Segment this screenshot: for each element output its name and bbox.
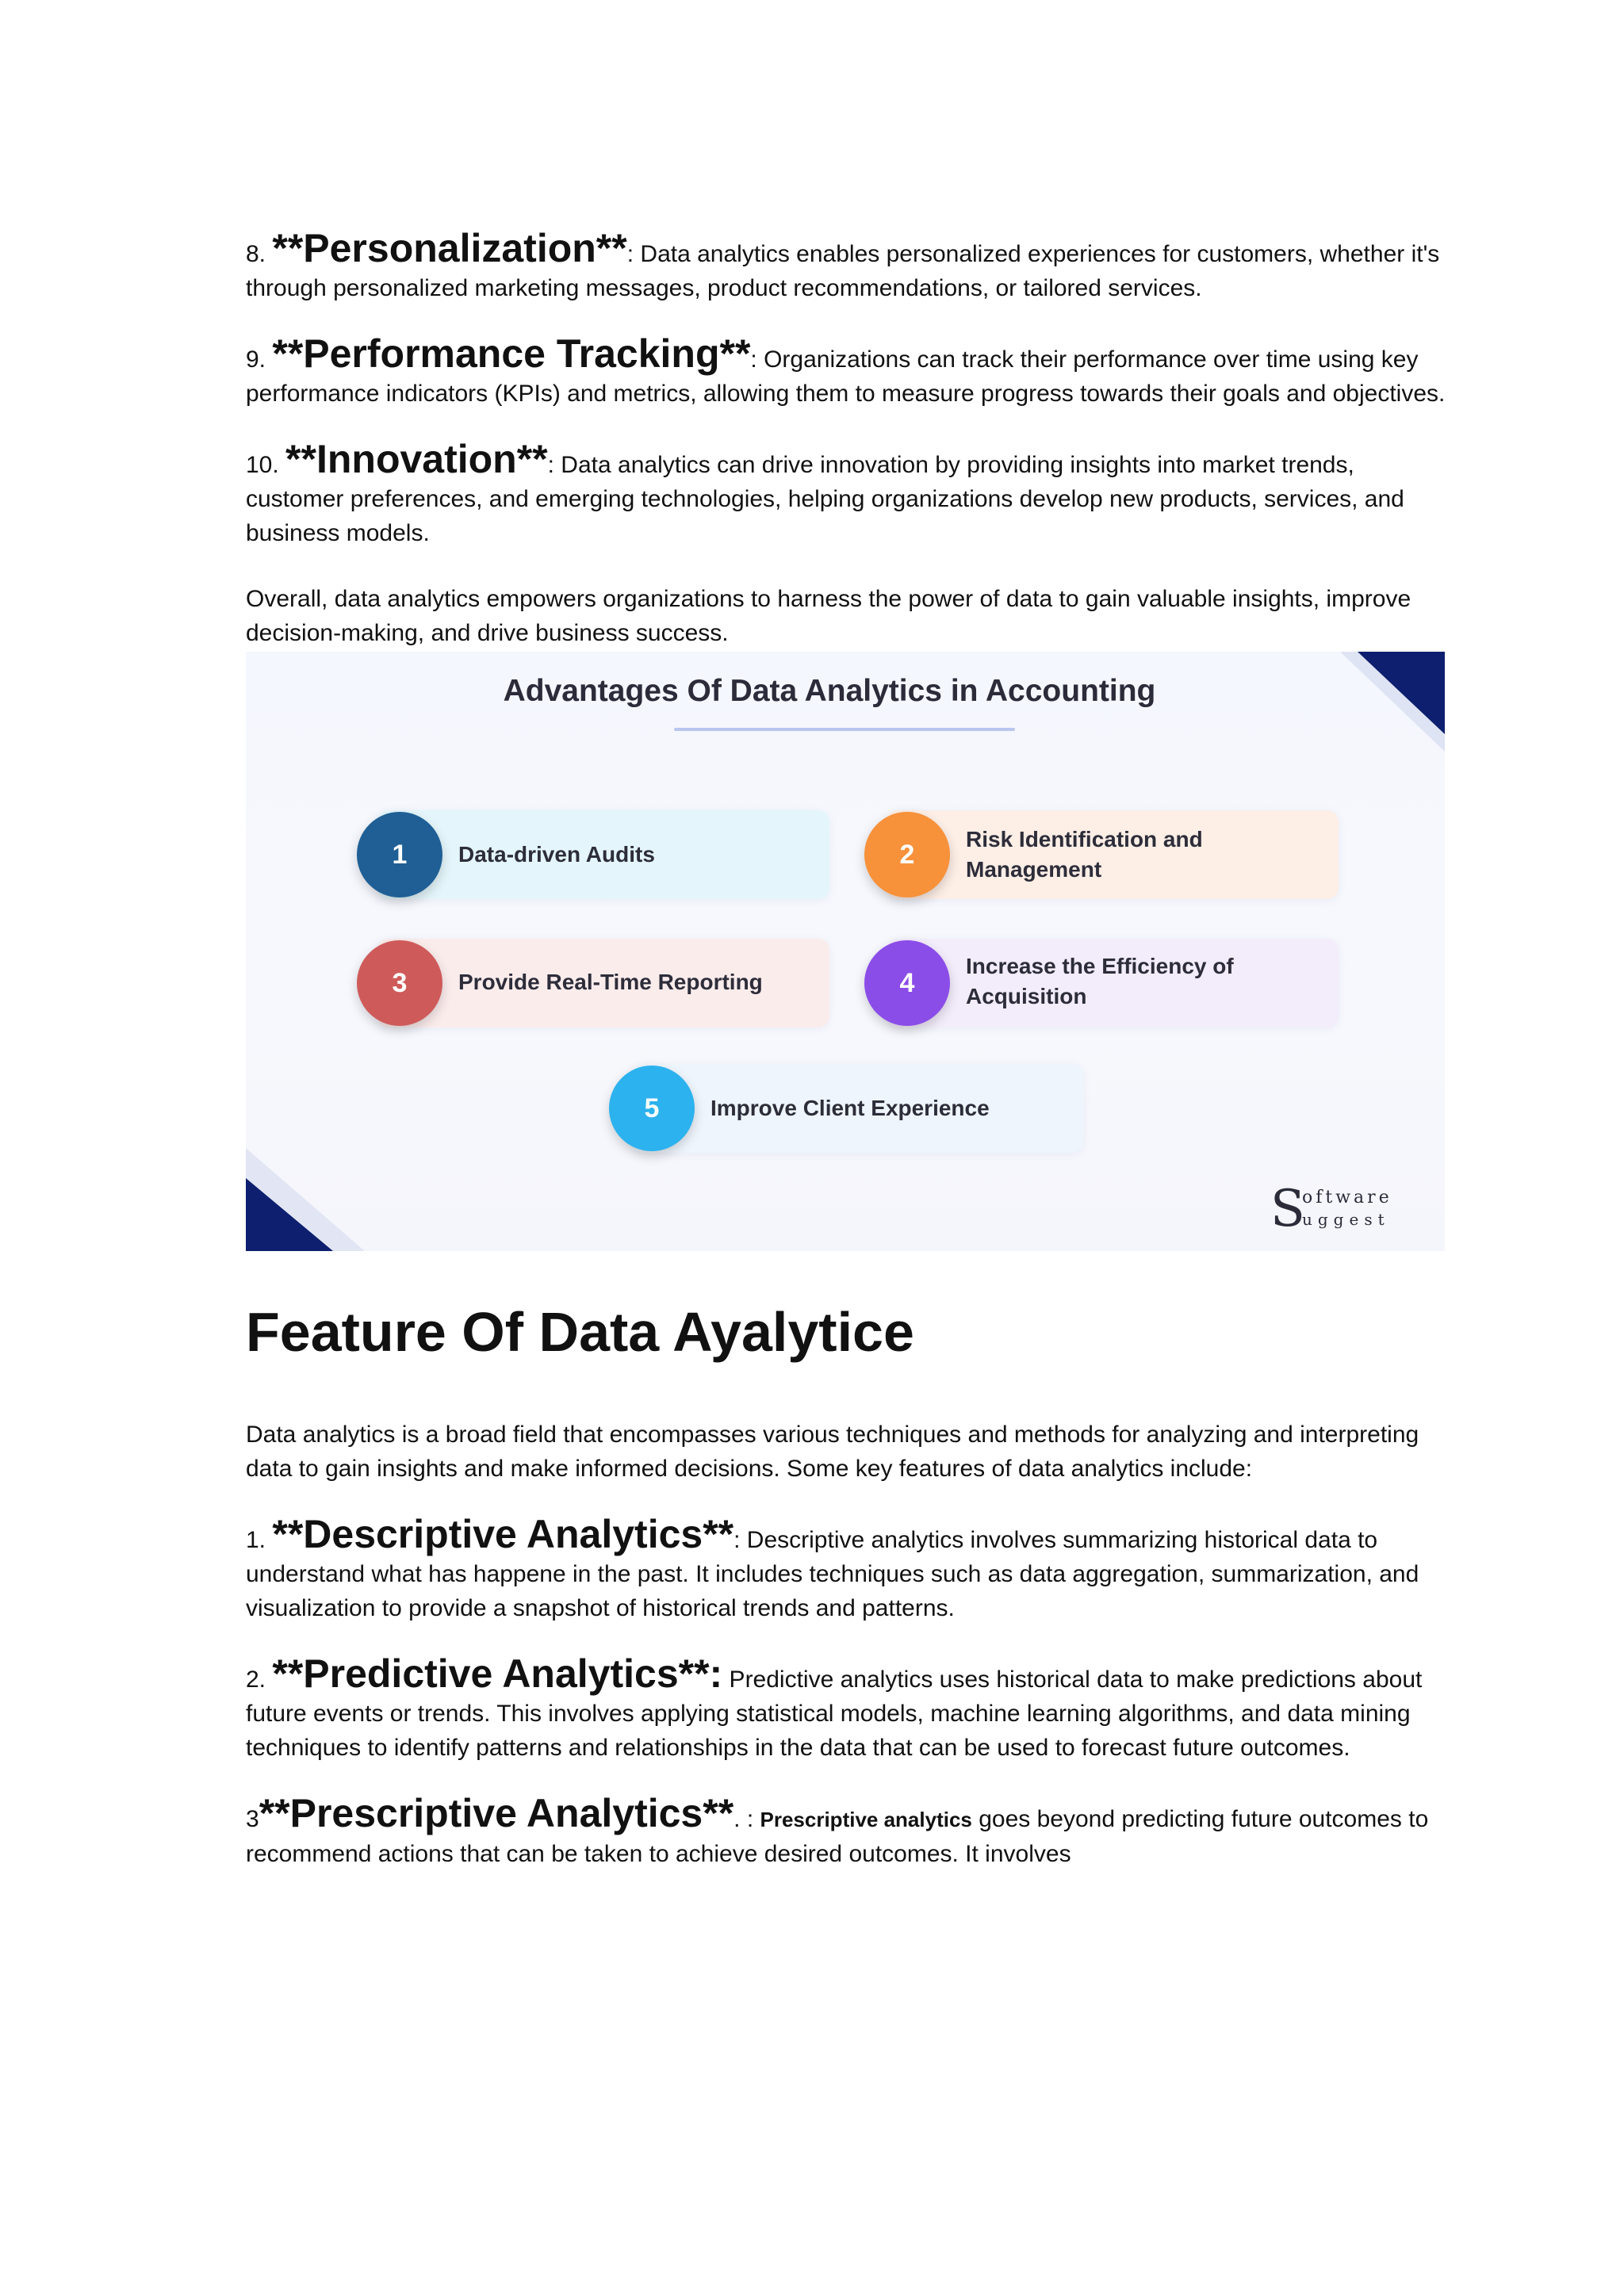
card-label: Risk Identification and Management	[966, 827, 1203, 882]
item-bold-term: Prescriptive analytics	[760, 1808, 972, 1831]
title-underline	[674, 728, 1015, 731]
number-badge: 1	[357, 812, 442, 897]
number-badge: 5	[609, 1066, 695, 1151]
list-item-personalization	[246, 226, 1451, 305]
item-number: 9.	[246, 346, 273, 373]
software-suggest-logo	[1270, 1181, 1429, 1237]
page-content	[246, 226, 1451, 1903]
list-item-performance-tracking	[246, 331, 1451, 411]
item-title: **Descriptive Analytics**	[272, 1512, 734, 1556]
item-text: : Data analytics can drive innovation by providing insights into market trends, customer preferences, and emerging technologies, helping organizations develop new products, services, and business models.	[246, 452, 1404, 546]
list-item-innovation	[246, 437, 1451, 550]
item-title: **Prescriptive Analytics**	[259, 1791, 734, 1835]
section-heading: Feature Of Data Ayalytice	[246, 1301, 914, 1363]
item-title: **Personalization**	[272, 226, 627, 270]
logo-top-text: oftware	[1302, 1188, 1392, 1207]
item-number: 3	[246, 1806, 259, 1832]
item-title: **Performance Tracking**	[272, 331, 751, 376]
item-text: : Descriptive analytics involves summarizing historical data to understand what has happene in the past. It includes techniques such as data aggregation, summarization, and visualization to provide a snapshot of historical trends and patterns.	[246, 1527, 1419, 1621]
feature-item-prescriptive	[246, 1791, 1451, 1871]
number-badge: 4	[864, 940, 950, 1026]
card-label: Provide Real-Time Reporting	[458, 970, 763, 994]
infographic-title: Advantages Of Data Analytics in Accounting	[503, 674, 1156, 708]
number-badge: 3	[357, 940, 442, 1026]
card-label: Increase the Efficiency of Acquisition	[966, 954, 1234, 1008]
overall-paragraph: Overall, data analytics empowers organizations to harness the power of data to gain valuable insights, improve decision-making, and drive business success.	[246, 586, 1411, 646]
item-text: : Organizations can track their performance over time using key performance indicators (KPIs) and metrics, allowing them to measure progress towards their goals and objectives.	[246, 346, 1446, 407]
item-title: **Innovation**	[285, 437, 548, 481]
item-number: 1.	[246, 1527, 273, 1553]
corner-decoration	[246, 1178, 333, 1251]
logo-letter: S	[1270, 1180, 1305, 1238]
logo-bottom-text: uggest	[1302, 1210, 1390, 1229]
feature-item-predictive	[246, 1651, 1451, 1765]
feature-item-descriptive	[246, 1512, 1451, 1625]
item-separator: . :	[733, 1806, 760, 1832]
item-number: 8.	[246, 241, 273, 267]
item-number: 10.	[246, 452, 286, 478]
card-label: Data-driven Audits	[458, 842, 655, 867]
card-label: Improve Client Experience	[710, 1096, 990, 1120]
item-text: : Data analytics enables personalized experiences for customers, whether it's through personalized marketing messages, product recommendations, or tailored services.	[246, 241, 1440, 301]
item-number: 2.	[246, 1667, 273, 1693]
item-text: Predictive analytics uses historical data to make predictions about future events or trends. This involves applying statistical models, machine learning algorithms, and data mining techniques to identify patterns and relationships in the data that can be used to forecast future outcomes.	[246, 1667, 1423, 1761]
item-text: goes beyond predicting future outcomes to recommend actions that can be taken to achieve desired outcomes. It involves	[246, 1806, 1429, 1867]
intro-paragraph: Data analytics is a broad field that encompasses various techniques and methods for analyzing and interpreting data to gain insights and make informed decisions. Some key features of data analytics include:	[246, 1422, 1419, 1482]
infographic-image	[246, 652, 1445, 1251]
number-badge: 2	[864, 812, 950, 897]
item-title: **Predictive Analytics**:	[272, 1651, 723, 1696]
